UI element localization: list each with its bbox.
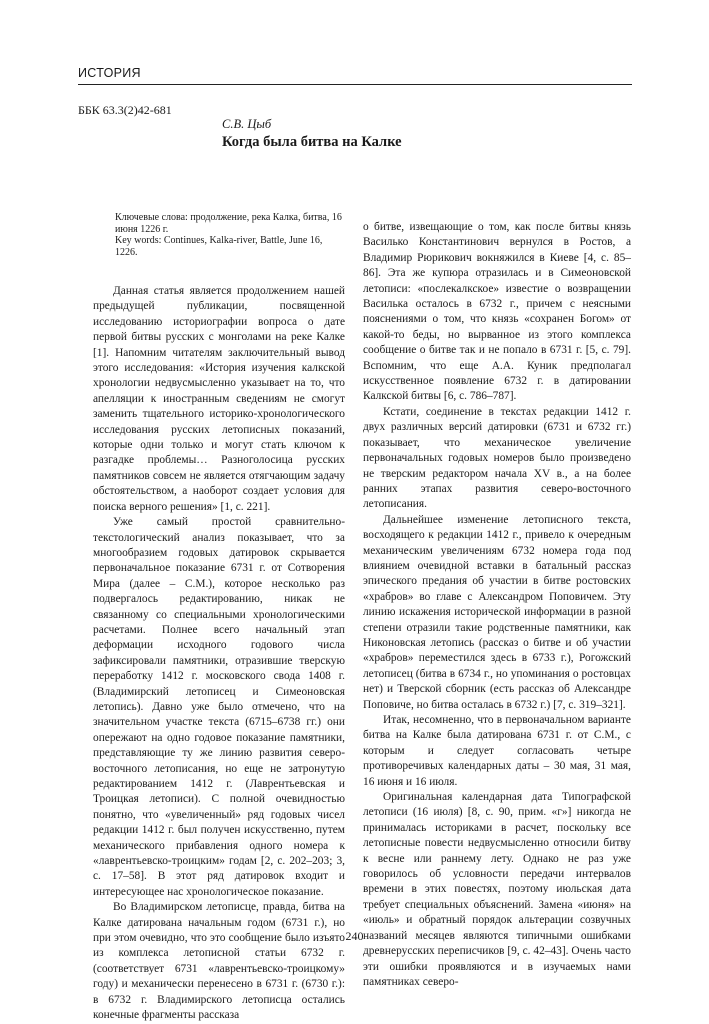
section-header: ИСТОРИЯ [78, 66, 141, 80]
keywords-block [115, 212, 345, 258]
paragraph: Итак, несомненно, что в первоначальном варианте битва на Калке была датирована 6731 г. от С.М., с которым и следует согласовать четыре противоречивых календарных даты – 30 мая, 31 мая, 16 июня и 16 июля. [363, 714, 631, 788]
paragraph: Данная статья является продолжением нашей предыдущей публикации, посвященной исследованию историографии вопроса о дате первой битвы русских с монголами на реке Калке [1]. Напомним читателям заключительный вывод этого исследования: «История изучения калкской хронологии недвусмысленно указывает на то, что апелляции к иностранным сведениям не смогут заменить тщательного историко-хронологического исследования русских летописных показаний, которые одни только и могут стать ключом к разгадке проблемы… Разноголосица русских памятников совсем не является отягчающим задачу обстоятельством, а наоборот создает условия для поиска верного решения» [1, с. 221]. [93, 285, 345, 513]
keywords-en: Key words: Continues, Kalka-river, Battle, June 16, 1226. [115, 235, 323, 258]
paragraph: Оригинальная календарная дата Типографской летописи (16 июля) [8, с. 90, прим. «г»] никогда не принималась историками в расчет, поскольку все летописные повести недвусмысленно относили битву к весне или раннему лету. Однако не раз уже говорилось об условности передачи интервалов времени в этих повестях, поэтому июльская дата требует специальных объяснений. Замена «июня» на «июль» и обратный порядок альтерации созвучных названий месяцев являются типичными ошибками древнерусских переписчиков [9, с. 42–43]. Очень часто эти ошибки проявляются и в изучаемых нами памятниках северо- [363, 791, 631, 988]
paragraph: Дальнейшее изменение летописного текста, восходящего к редакции 1412 г., привело к очередным механическим увеличениям 6732 номера года под влиянием очевидной вставки в батальный рассказ эпического предания об участии в битве ростовских «храбров» во главе с Александром Поповичем. Эту линию искажения исторической информации в разной степени отразили такие родственные памятники, как Никоновская летопись (рассказ о битве и об участии «храбров» переместился здесь в 6733 г.), Рогожский летописец (битва в 6734 г., но упоминания о ростовцах нет) и Тверской сборник (есть рассказ об Александре Поповиче, но битва осталась в 6732 г.) [7, с. 319–321]. [363, 513, 631, 711]
right-column [363, 220, 631, 990]
bbk-code: ББК 63.3(2)42-681 [78, 103, 172, 117]
paragraph: Уже самый простой сравнительно-текстологический анализ показывает, что за многообразием годовых датировок скрывается первоначальное показание 6731 г. от Сотворения Мира (далее – С.М.), которое несколько раз подвергалось редактированию, никак не связанному со специальными хронологическими расчетами. Полнее всего начальный этап деформации исходного годового числа зафиксировали памятники, отразившие тверскую переработку 1412 г. московского свода 1408 г. (Владимирский летописец и Симеоновская летопись). Давно уже было отмечено, что на значительном участке текста (6715–6738 гг.) они опережают на одно годовое показание памятники, представляющие ту же линию развития северо-восточного летописания, но еще не затронутую редактированием 1412 г. (Лаврентьевская и Троицкая летописи). С полной очевидностью понятно, что «увеличенный» ряд годовых чисел редакции 1412 г. был получен искусственно, путем механического прибавления одного номера к «лаврентьевско-троицким» годам [2, с. 202–203; 3, с. 17–58]. В этот ряд датировок входит и интересующее нас хронологическое показание. [93, 516, 345, 898]
author-name: С.В. Цыб [222, 117, 272, 131]
left-column [93, 212, 345, 1024]
header-divider [78, 84, 632, 85]
paragraph: Во Владимирском летописце, правда, битва на Калке датирована начальным годом (6731 г.), но при этом очевидно, что это сообщение было изъято из комплекса летописной статьи 6732 г. (соответствует 6731 «лаврентьевско-троицкому» году) и механически перенесено в 6731 г. (6730 г.): в 6732 г. Владимирского летописца остались конечные фрагменты рассказа [93, 901, 345, 1022]
article-title: Когда была битва на Калке [222, 134, 402, 150]
paragraph: Кстати, соединение в текстах редакции 1412 г. двух различных версий датировки (6731 и 6732 гг.) показывает, что механическое увеличение первоначальных годовых номеров было произведено не тверским редактором начала XV в., а на более ранних этапах развития северо-восточного летописания. [363, 405, 631, 511]
page-number: 240 [345, 929, 364, 943]
paragraph: о битве, извещающие о том, как после битвы князь Василько Константинович вернулся в Ростов, а Владимир Рюрикович вокняжился в Киеве [4, с. 85–86]. Эта же купюра отразилась и в Симеоновской летописи: «послекалкское» известие о возвращении Василька осталось в 6732 г., причем с неясными пояснениями о том, что князь «сохранен Богом» от какой-то беды, но вырванное из этого комплекса сообщение о битве так и не попало в 6731 г. [5, с. 79]. Вспомним, что еще А.А. Куник предполагал искусственное появление 6732 г. в датировании Калкской битвы [6, с. 786–787]. [363, 221, 631, 403]
keywords-ru: Ключевые слова: продолжение, река Калка, битва, 16 июня 1226 г. [115, 212, 342, 235]
